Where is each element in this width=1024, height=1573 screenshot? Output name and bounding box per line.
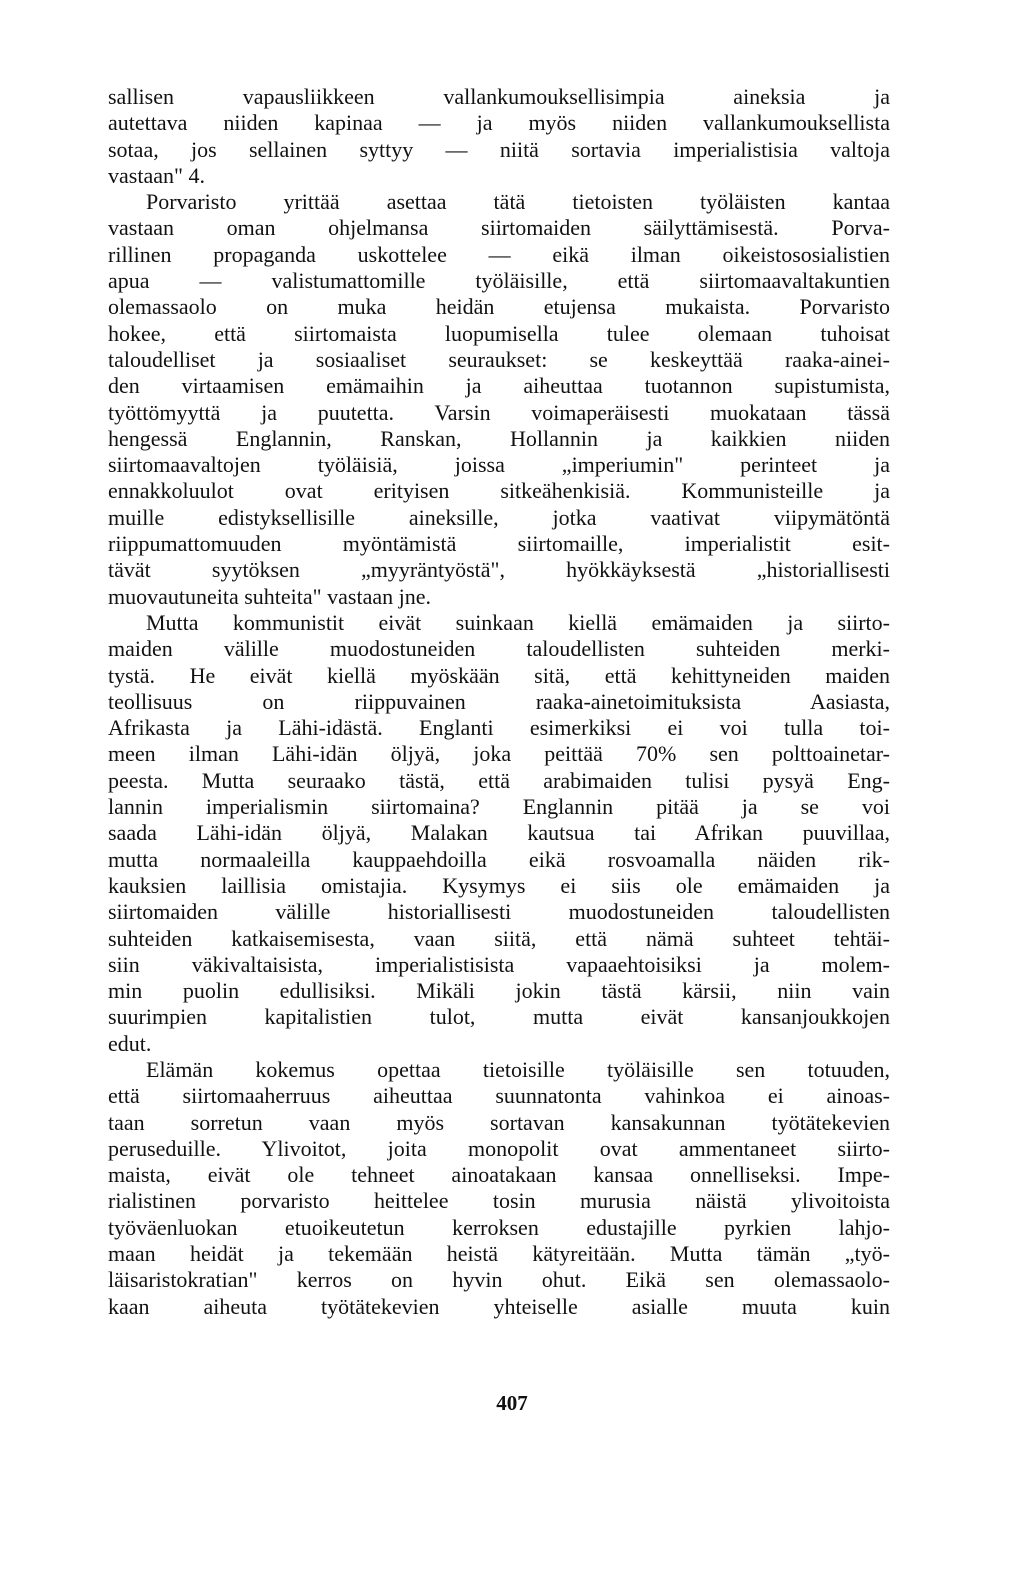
text-line: lannin imperialismin siirtomaina? Englannin pitää ja se voi [108,794,890,820]
text-line: riippumattomuuden myöntämistä siirtomaille, imperialistit esit- [108,531,890,557]
text-line: sotaa, jos sellainen syttyy — niitä sortavia imperialistisia valtoja [108,136,890,162]
text-line: muille edistyksellisille aineksille, jotka vaativat viipymätöntä [108,504,890,530]
text-line: meen ilman Lähi-idän öljyä, joka peittää 70% sen polttoainetar- [108,741,890,767]
text-line: ennakkoluulot ovat erityisen sitkeähenkisiä. Kommunisteille ja [108,478,890,504]
text-line: hokee, että siirtomaista luopumisella tulee olemaan tuhoisat [108,320,890,346]
book-page-text [108,84,890,1320]
text-line: työttömyyttä ja puutetta. Varsin voimaperäisesti muokataan tässä [108,399,890,425]
page-number: 407 [496,1391,528,1415]
text-line: suhteiden katkaisemisesta, vaan siitä, että nämä suhteet tehtäi- [108,925,890,951]
text-line: Elämän kokemus opettaa tietoisille työläisille sen totuuden, [146,1056,890,1082]
text-line: saada Lähi-idän öljyä, Malakan kautsua tai Afrikan puuvillaa, [108,820,890,846]
text-line: kaan aiheuta työtätekevien yhteiselle asialle muuta kuin [108,1293,890,1319]
text-line: peruseduille. Ylivoitot, joita monopolit ovat ammentaneet siirto- [108,1135,890,1161]
text-line: hengessä Englannin, Ranskan, Hollannin ja kaikkien niiden [108,425,890,451]
text-line: edut. [108,1030,152,1056]
text-line: den virtaamisen emämaihin ja aiheuttaa tuotannon supistumista, [108,373,890,399]
text-line: siirtomaavaltojen työläisiä, joissa „imperiumin" perinteet ja [108,452,890,478]
text-line: työväenluokan etuoikeutetun kerroksen edustajille pyrkien lahjo- [108,1214,890,1240]
text-line: olemassaolo on muka heidän etujensa mukaista. Porvaristo [108,294,890,320]
text-line: siirtomaiden välille historiallisesti muodostuneiden taloudellisten [108,899,890,925]
text-line: rillinen propaganda uskottelee — eikä ilman oikeistososialistien [108,241,890,267]
text-line: vastaan oman ohjelmansa siirtomaiden säilyttämisestä. Porva- [108,215,890,241]
text-line: teollisuus on riippuvainen raaka-ainetoimituksista Aasiasta, [108,688,890,714]
text-line: siin väkivaltaisista, imperialistisista vapaaehtoisiksi ja molem- [108,951,890,977]
text-line: maista, eivät ole tehneet ainoatakaan kansaa onnelliseksi. Impe- [108,1162,890,1188]
text-line: taan sorretun vaan myös sortavan kansakunnan työtätekevien [108,1109,890,1135]
text-line: maiden välille muodostuneiden taloudellisten suhteiden merki- [108,636,890,662]
text-line: min puolin edullisiksi. Mikäli jokin tästä kärsii, niin vain [108,978,890,1004]
text-line: suurimpien kapitalistien tulot, mutta eivät kansanjoukkojen [108,1004,890,1030]
text-line: läisaristokratian" kerros on hyvin ohut. Eikä sen olemassaolo- [108,1267,890,1293]
text-line: tävät syytöksen „myyräntyöstä", hyökkäyksestä „historiallisesti [108,557,890,583]
text-line: muovautuneita suhteita" vastaan jne. [108,583,431,609]
text-line: tystä. He eivät kiellä myöskään sitä, että kehittyneiden maiden [108,662,890,688]
text-line: maan heidät ja tekemään heistä kätyreitään. Mutta tämän „työ- [108,1241,890,1267]
text-line: taloudelliset ja sosiaaliset seuraukset: se keskeyttää raaka-ainei- [108,346,890,372]
text-line: vastaan" 4. [108,162,205,188]
text-line: autettava niiden kapinaa — ja myös niiden vallankumouksellista [108,110,890,136]
text-line: Porvaristo yrittää asettaa tätä tietoisten työläisten kantaa [146,189,890,215]
text-line: rialistinen porvaristo heittelee tosin murusia näistä ylivoitoista [108,1188,890,1214]
text-line: Afrikasta ja Lähi-idästä. Englanti esimerkiksi ei voi tulla toi- [108,715,890,741]
text-line: sallisen vapausliikkeen vallankumouksellisimpia aineksia ja [108,84,890,109]
text-line: apua — valistumattomille työläisille, että siirtomaavaltakuntien [108,268,890,294]
text-line: Mutta kommunistit eivät suinkaan kiellä emämaiden ja siirto- [146,609,890,635]
text-line: peesta. Mutta seuraako tästä, että arabimaiden tulisi pysyä Eng- [108,767,890,793]
text-line: kauksien laillisia omistajia. Kysymys ei siis ole emämaiden ja [108,872,890,898]
text-line: mutta normaaleilla kauppaehdoilla eikä rosvoamalla näiden rik- [108,846,890,872]
text-line: että siirtomaaherruus aiheuttaa suunnatonta vahinkoa ei ainoas- [108,1083,890,1109]
